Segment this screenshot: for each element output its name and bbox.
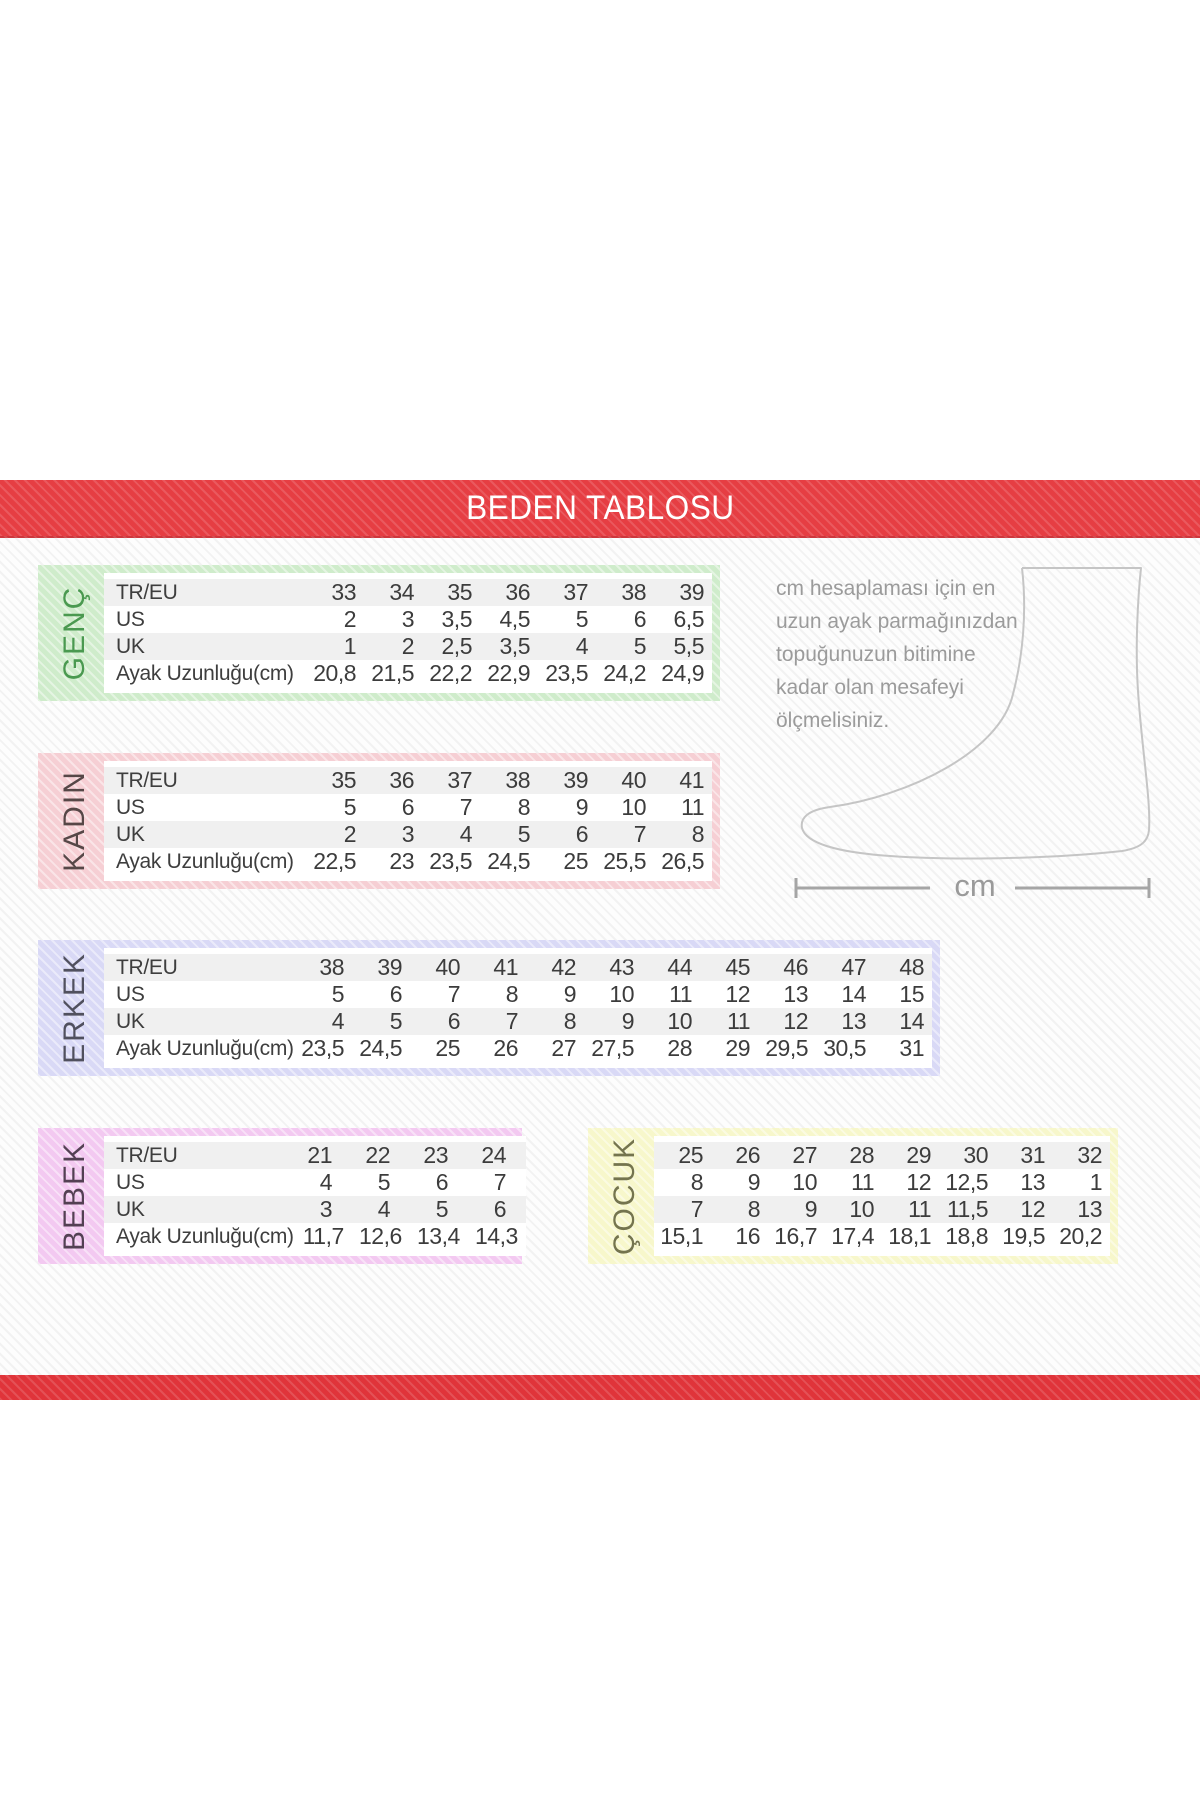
size-cell: 35 <box>331 767 356 793</box>
size-cell: 14,3 <box>474 1223 518 1249</box>
size-table-bebek <box>38 1128 522 1264</box>
size-cell: 6 <box>435 1169 448 1195</box>
size-cell: 26,5 <box>661 848 704 874</box>
table-category-label <box>46 761 104 881</box>
size-cell: 5 <box>517 821 530 847</box>
size-cell: 8 <box>517 794 530 820</box>
row-label: Ayak Uzunluğu(cm) <box>116 1224 294 1248</box>
size-cell: 39 <box>679 579 704 605</box>
size-table-kadin <box>38 753 720 889</box>
row-label: Ayak Uzunluğu(cm) <box>116 661 294 685</box>
size-cell: 44 <box>667 954 692 980</box>
size-cell: 3 <box>319 1196 332 1222</box>
size-cell: 29 <box>725 1035 750 1061</box>
size-cell: 8 <box>505 981 518 1007</box>
size-grid <box>104 1136 526 1256</box>
title-banner <box>0 480 1200 538</box>
footer-stripe-bar <box>0 1375 1200 1400</box>
size-cell: 11 <box>727 1008 750 1034</box>
size-cell: 45 <box>725 954 750 980</box>
size-cell: 3 <box>401 606 414 632</box>
size-cell: 8 <box>690 1169 703 1195</box>
size-cell: 2 <box>401 633 414 659</box>
size-cell: 21 <box>307 1142 332 1168</box>
size-cell: 25 <box>435 1035 460 1061</box>
size-cell: 3,5 <box>441 606 472 632</box>
size-row <box>104 606 712 633</box>
size-cell: 11 <box>908 1196 931 1222</box>
size-row <box>104 767 712 794</box>
size-cell: 36 <box>505 579 530 605</box>
size-cell: 22,9 <box>487 660 530 686</box>
size-cell: 24,9 <box>661 660 704 686</box>
size-cell: 13 <box>1020 1169 1045 1195</box>
size-cell: 9 <box>563 981 576 1007</box>
size-cell: 29,5 <box>765 1035 808 1061</box>
size-cell: 23 <box>423 1142 448 1168</box>
size-cell: 7 <box>690 1196 703 1222</box>
size-cell: 24,5 <box>487 848 530 874</box>
category-label-text: KADIN <box>58 770 91 872</box>
size-cell: 31 <box>1020 1142 1045 1168</box>
size-cell: 46 <box>783 954 808 980</box>
size-cell: 5 <box>435 1196 448 1222</box>
size-cell: 6 <box>401 794 414 820</box>
row-label: UK <box>116 1009 145 1033</box>
size-cell: 38 <box>505 767 530 793</box>
row-label: TR/EU <box>116 768 178 792</box>
size-cell: 16 <box>735 1223 760 1249</box>
size-cell: 31 <box>899 1035 924 1061</box>
size-cell: 11,7 <box>302 1223 344 1249</box>
size-cell: 48 <box>899 954 924 980</box>
size-grid <box>104 573 712 693</box>
row-label: UK <box>116 1197 145 1221</box>
size-cell: 28 <box>667 1035 692 1061</box>
size-cell: 40 <box>621 767 646 793</box>
size-row <box>104 660 712 687</box>
size-cell: 18,1 <box>888 1223 931 1249</box>
size-cell: 27 <box>551 1035 576 1061</box>
size-cell: 11 <box>681 794 704 820</box>
category-label-text: GENÇ <box>58 585 91 681</box>
row-label: TR/EU <box>116 955 178 979</box>
size-cell: 21,5 <box>371 660 414 686</box>
size-cell: 15 <box>899 981 924 1007</box>
instruction-line: cm hesaplaması için en <box>776 577 996 600</box>
size-row <box>104 579 712 606</box>
size-cell: 37 <box>563 579 588 605</box>
size-cell: 13 <box>1077 1196 1102 1222</box>
size-cell: 7 <box>505 1008 518 1034</box>
size-cell: 3 <box>401 821 414 847</box>
size-cell: 6 <box>389 981 402 1007</box>
size-table-cocuk <box>588 1128 1118 1264</box>
size-cell: 1 <box>1089 1169 1102 1195</box>
foot-measurement-figure <box>790 556 1160 906</box>
row-label: UK <box>116 634 145 658</box>
size-row <box>104 794 712 821</box>
size-cell: 12 <box>783 1008 808 1034</box>
size-cell: 38 <box>621 579 646 605</box>
size-cell: 8 <box>563 1008 576 1034</box>
size-cell: 11 <box>669 981 692 1007</box>
foot-outline <box>802 568 1150 858</box>
size-cell: 35 <box>447 579 472 605</box>
size-cell: 9 <box>621 1008 634 1034</box>
row-label: US <box>116 795 145 819</box>
size-row <box>104 821 712 848</box>
size-cell: 5 <box>377 1169 390 1195</box>
size-cell: 6,5 <box>673 606 704 632</box>
size-cell: 22 <box>365 1142 390 1168</box>
size-cell: 4 <box>459 821 472 847</box>
size-cell: 13 <box>783 981 808 1007</box>
size-cell: 43 <box>609 954 634 980</box>
size-row <box>104 1142 526 1169</box>
size-row <box>104 1196 526 1223</box>
size-cell: 8 <box>691 821 704 847</box>
size-cell: 24 <box>481 1142 506 1168</box>
size-cell: 27,5 <box>591 1035 634 1061</box>
page-title: BEDEN TABLOSU <box>465 488 735 527</box>
size-cell: 10 <box>667 1008 692 1034</box>
row-label: Ayak Uzunluğu(cm) <box>116 849 294 873</box>
table-category-label <box>46 573 104 693</box>
size-cell: 5 <box>633 633 646 659</box>
size-table-genc <box>38 565 720 701</box>
row-label: US <box>116 982 145 1006</box>
size-cell: 15,1 <box>660 1223 703 1249</box>
size-cell: 30 <box>963 1142 988 1168</box>
size-cell: 30,5 <box>823 1035 866 1061</box>
size-cell: 42 <box>551 954 576 980</box>
size-cell: 24,5 <box>359 1035 402 1061</box>
size-cell: 38 <box>319 954 344 980</box>
size-cell: 1 <box>343 633 356 659</box>
table-category-label <box>46 948 104 1068</box>
size-cell: 13,4 <box>416 1223 460 1249</box>
size-row <box>654 1223 1110 1250</box>
size-cell: 5,5 <box>673 633 704 659</box>
size-cell: 10 <box>621 794 646 820</box>
size-cell: 32 <box>1077 1142 1102 1168</box>
instruction-line: ölçmelisiniz. <box>776 709 890 732</box>
row-label: US <box>116 1170 145 1194</box>
size-cell: 23 <box>389 848 414 874</box>
row-label: TR/EU <box>116 580 178 604</box>
size-cell: 25,5 <box>603 848 646 874</box>
size-row <box>104 633 712 660</box>
size-cell: 14 <box>841 981 866 1007</box>
size-cell: 4 <box>377 1196 390 1222</box>
size-cell: 12 <box>725 981 750 1007</box>
size-cell: 4 <box>319 1169 332 1195</box>
size-cell: 12 <box>1020 1196 1045 1222</box>
size-grid <box>104 761 712 881</box>
size-cell: 29 <box>906 1142 931 1168</box>
category-label-text: BEBEK <box>58 1140 91 1252</box>
size-cell: 2 <box>343 821 356 847</box>
size-row <box>104 954 932 981</box>
table-category-label <box>596 1136 654 1256</box>
size-cell: 5 <box>389 1008 402 1034</box>
size-cell: 27 <box>792 1142 817 1168</box>
size-cell: 2 <box>343 606 356 632</box>
size-grid <box>654 1136 1110 1256</box>
size-row <box>654 1196 1110 1223</box>
size-cell: 4 <box>575 633 588 659</box>
size-cell: 20,8 <box>313 660 356 686</box>
size-cell: 10 <box>792 1169 817 1195</box>
row-label: Ayak Uzunluğu(cm) <box>116 1036 294 1060</box>
row-label: US <box>116 607 145 631</box>
size-cell: 28 <box>849 1142 874 1168</box>
size-cell: 9 <box>575 794 588 820</box>
instruction-line: topuğunuzun bitimine <box>776 643 976 666</box>
size-cell: 9 <box>747 1169 760 1195</box>
size-cell: 17,4 <box>831 1223 874 1249</box>
size-cell: 6 <box>447 1008 460 1034</box>
size-cell: 11 <box>851 1169 874 1195</box>
size-cell: 26 <box>735 1142 760 1168</box>
size-cell: 9 <box>804 1196 817 1222</box>
size-row <box>104 1223 526 1250</box>
size-cell: 20,2 <box>1059 1223 1102 1249</box>
cm-unit-label: cm <box>954 868 996 903</box>
size-cell: 5 <box>575 606 588 632</box>
size-cell: 5 <box>331 981 344 1007</box>
size-cell: 22,5 <box>313 848 356 874</box>
size-cell: 3,5 <box>499 633 530 659</box>
size-cell: 12,6 <box>358 1223 402 1249</box>
size-cell: 12 <box>906 1169 931 1195</box>
size-cell: 10 <box>849 1196 874 1222</box>
size-cell: 25 <box>678 1142 703 1168</box>
size-cell: 12,5 <box>945 1169 988 1195</box>
category-label-text: ÇOCUK <box>608 1136 641 1256</box>
size-cell: 25 <box>563 848 588 874</box>
size-cell: 7 <box>459 794 472 820</box>
size-cell: 39 <box>563 767 588 793</box>
instruction-line: uzun ayak parmağınızdan <box>776 610 1018 633</box>
size-cell: 33 <box>331 579 356 605</box>
size-cell: 23,5 <box>429 848 472 874</box>
size-cell: 24,2 <box>603 660 646 686</box>
size-cell: 2,5 <box>441 633 472 659</box>
size-cell: 37 <box>447 767 472 793</box>
size-cell: 6 <box>633 606 646 632</box>
size-row <box>104 1169 526 1196</box>
size-cell: 7 <box>447 981 460 1007</box>
size-cell: 4,5 <box>499 606 530 632</box>
size-cell: 36 <box>389 767 414 793</box>
size-cell: 39 <box>377 954 402 980</box>
category-label-text: ERKEK <box>58 952 91 1064</box>
table-category-label <box>46 1136 104 1256</box>
size-cell: 23,5 <box>301 1035 344 1061</box>
size-cell: 18,8 <box>945 1223 988 1249</box>
size-cell: 41 <box>679 767 704 793</box>
size-cell: 7 <box>493 1169 506 1195</box>
row-label: TR/EU <box>116 1143 178 1167</box>
row-label: UK <box>116 822 145 846</box>
size-cell: 16,7 <box>774 1223 817 1249</box>
size-cell: 40 <box>435 954 460 980</box>
size-row <box>104 1035 932 1062</box>
instruction-line: kadar olan mesafeyi <box>776 676 964 699</box>
size-cell: 6 <box>575 821 588 847</box>
size-cell: 10 <box>609 981 634 1007</box>
size-cell: 22,2 <box>429 660 472 686</box>
size-cell: 7 <box>633 821 646 847</box>
size-cell: 19,5 <box>1002 1223 1045 1249</box>
size-cell: 13 <box>841 1008 866 1034</box>
size-cell: 41 <box>493 954 518 980</box>
size-cell: 4 <box>331 1008 344 1034</box>
size-row <box>654 1169 1110 1196</box>
size-cell: 5 <box>343 794 356 820</box>
size-row <box>104 848 712 875</box>
size-cell: 14 <box>899 1008 924 1034</box>
size-cell: 47 <box>841 954 866 980</box>
size-row <box>654 1142 1110 1169</box>
size-row <box>104 981 932 1008</box>
size-cell: 6 <box>493 1196 506 1222</box>
size-cell: 34 <box>389 579 414 605</box>
size-cell: 26 <box>493 1035 518 1061</box>
foot-outline-illustration <box>790 556 1160 906</box>
size-cell: 23,5 <box>545 660 588 686</box>
size-row <box>104 1008 932 1035</box>
size-table-erkek <box>38 940 940 1076</box>
size-cell: 11,5 <box>946 1196 988 1222</box>
size-cell: 8 <box>747 1196 760 1222</box>
size-grid <box>104 948 932 1068</box>
